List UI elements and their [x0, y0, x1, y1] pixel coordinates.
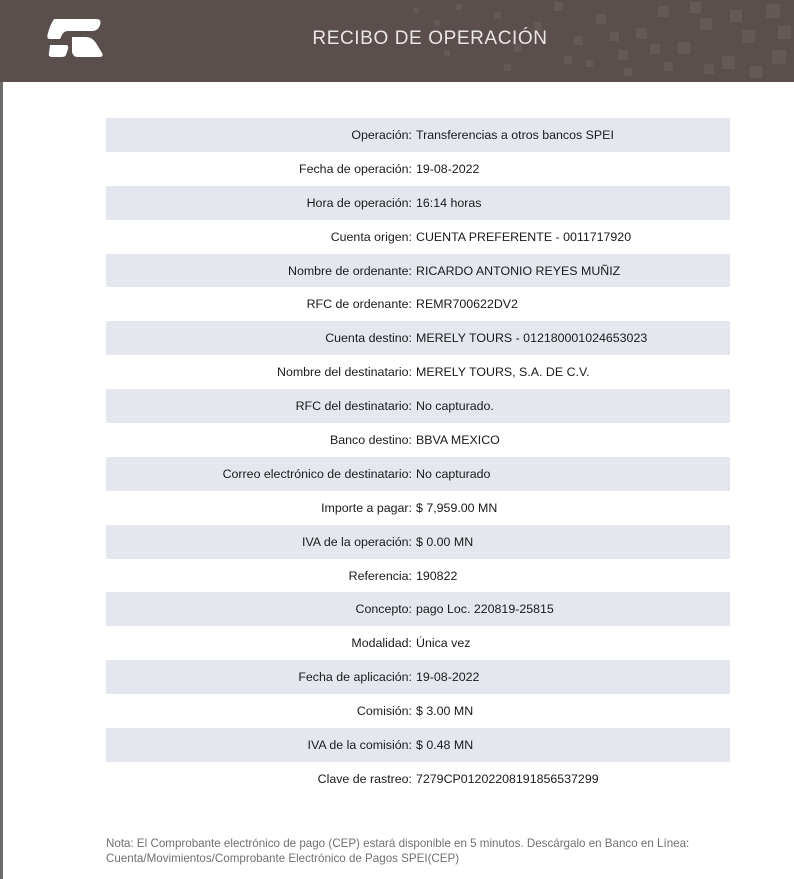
detail-row-importe — [106, 491, 730, 525]
detail-value: Única vez — [416, 636, 471, 651]
detail-row-nombre-ordenante — [106, 254, 730, 288]
detail-label: Banco destino: — [330, 432, 412, 447]
detail-value: $ 7,959.00 MN — [416, 500, 498, 515]
detail-value: 19-08-2022 — [416, 161, 480, 176]
detail-value: 19-08-2022 — [416, 670, 480, 685]
detail-label: Referencia: — [348, 568, 412, 583]
detail-row-fecha-aplicacion — [106, 660, 730, 694]
detail-label: RFC del destinatario: — [295, 399, 412, 414]
detail-value: RICARDO ANTONIO REYES MUÑIZ — [416, 263, 621, 278]
detail-label: Fecha de aplicación: — [298, 670, 412, 685]
detail-row-correo-destinatario — [106, 457, 730, 491]
detail-row-comision — [106, 694, 730, 728]
detail-row-modalidad — [106, 626, 730, 660]
detail-value: Transferencias a otros bancos SPEI — [416, 127, 614, 142]
detail-label: IVA de la comisión: — [307, 737, 412, 752]
detail-row-referencia — [106, 559, 730, 593]
detail-value: MERELY TOURS, S.A. DE C.V. — [416, 365, 590, 380]
detail-value: No capturado. — [416, 399, 494, 414]
detail-value: $ 0.00 MN — [416, 534, 474, 549]
detail-row-iva-operacion — [106, 525, 730, 559]
detail-row-banco-destino — [106, 423, 730, 457]
detail-label: Cuenta destino: — [325, 331, 412, 346]
detail-label: Nombre de ordenante: — [288, 263, 412, 278]
detail-row-cuenta-destino — [106, 321, 730, 355]
detail-value: 7279CP01202208191856537299 — [416, 771, 599, 786]
detail-label: IVA de la operación: — [302, 534, 412, 549]
detail-value: $ 0.48 MN — [416, 737, 474, 752]
left-frame-border — [0, 0, 3, 879]
detail-row-fecha-operacion — [106, 152, 730, 186]
detail-row-rfc-ordenante — [106, 287, 730, 321]
detail-value: No capturado — [416, 466, 491, 481]
receipt-header — [0, 0, 794, 82]
detail-label: Comisión: — [356, 704, 412, 719]
detail-value: BBVA MEXICO — [416, 432, 500, 447]
detail-value: 16:14 horas — [416, 195, 482, 210]
detail-label: Importe a pagar: — [321, 500, 412, 515]
detail-row-hora-operacion — [106, 186, 730, 220]
detail-label: Clave de rastreo: — [317, 771, 412, 786]
detail-label: Hora de operación: — [306, 195, 412, 210]
detail-row-nombre-destinatario — [106, 355, 730, 389]
detail-value: $ 3.00 MN — [416, 704, 474, 719]
detail-label: RFC de ordenante: — [306, 297, 412, 312]
detail-row-rfc-destinatario — [106, 389, 730, 423]
detail-row-cuenta-origen — [106, 220, 730, 254]
note-line-1: Nota: El Comprobante electrónico de pago (CEP) estará disponible en 5 minutos. Descárgalo en Banco en Línea: — [106, 837, 690, 850]
detail-value: CUENTA PREFERENTE - 0011717920 — [416, 229, 632, 244]
detail-label: Operación: — [351, 127, 412, 142]
detail-value: 190822 — [416, 568, 458, 583]
detail-value: pago Loc. 220819-25815 — [416, 602, 554, 617]
detail-label: Concepto: — [355, 602, 412, 617]
detail-label: Cuenta origen: — [330, 229, 412, 244]
detail-row-iva-comision — [106, 728, 730, 762]
note-line-2: Cuenta/Movimientos/Comprobante Electrónico de Pagos SPEI(CEP) — [106, 852, 460, 865]
detail-value: MERELY TOURS - 012180001024653023 — [416, 331, 648, 346]
page-title: RECIBO DE OPERACIÓN — [312, 28, 548, 49]
detail-row-clave-rastreo — [106, 762, 730, 796]
detail-label: Correo electrónico de destinatario: — [222, 466, 412, 481]
detail-value: REMR700622DV2 — [416, 297, 518, 312]
detail-label: Nombre del destinatario: — [277, 365, 412, 380]
detail-label: Modalidad: — [351, 636, 412, 651]
detail-label: Fecha de operación: — [299, 161, 412, 176]
receipt-details-table — [106, 118, 730, 796]
detail-row-operacion — [106, 118, 730, 152]
detail-row-concepto — [106, 592, 730, 626]
cep-note — [106, 836, 746, 866]
